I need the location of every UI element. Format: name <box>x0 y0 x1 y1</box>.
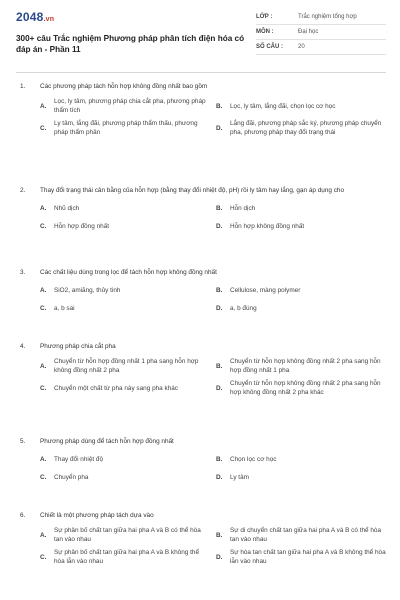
option-b[interactable] <box>216 526 386 544</box>
option-text: a, b đúng <box>230 304 257 312</box>
option-d[interactable] <box>216 470 386 484</box>
option-a[interactable] <box>40 97 210 115</box>
option-letter: A. <box>40 455 47 463</box>
option-text: Lắng đãi, phương pháp sắc ký, phương pháp chuyển pha, phương pháp thay đổi trạng thái <box>230 120 382 136</box>
option-text: Hỗn dịch <box>230 204 256 212</box>
option-text: Sự phân bố chất tan giữa hai pha A và B có thể hòa tan vào nhau <box>54 527 201 543</box>
meta-key: LỚP : <box>256 14 273 20</box>
options-grid <box>40 452 386 484</box>
option-letter: C. <box>40 384 47 392</box>
option-letter: D. <box>216 473 223 481</box>
option-letter: B. <box>216 531 223 539</box>
question-text: Phương pháp dùng để tách hỗn hợp đồng nhất <box>40 438 174 445</box>
meta-key: SỐ CÂU : <box>256 44 283 50</box>
option-c[interactable] <box>40 301 210 315</box>
option-b[interactable] <box>216 97 386 115</box>
meta-value: Đại học <box>298 29 319 35</box>
option-text: Nhũ dịch <box>54 204 80 212</box>
option-a[interactable] <box>40 201 210 215</box>
options-grid <box>40 201 386 233</box>
option-text: Chọn lọc cơ học <box>230 455 277 463</box>
question-1 <box>20 82 386 137</box>
option-letter: A. <box>40 286 47 294</box>
header-divider <box>16 72 386 73</box>
question-number: 2. <box>20 187 26 194</box>
option-letter: D. <box>216 384 223 392</box>
question-number: 5. <box>20 438 26 445</box>
option-text: Lọc, ly tâm, phương pháp chia cắt pha, phương pháp thẩm tích <box>54 98 206 114</box>
option-b[interactable] <box>216 357 386 375</box>
question-2 <box>20 186 386 233</box>
option-letter: C. <box>40 473 47 481</box>
option-letter: B. <box>216 286 223 294</box>
option-c[interactable] <box>40 219 210 233</box>
option-d[interactable] <box>216 548 386 566</box>
option-b[interactable] <box>216 201 386 215</box>
meta-row-subject <box>256 25 386 40</box>
question-number: 4. <box>20 343 26 350</box>
option-c[interactable] <box>40 470 210 484</box>
option-letter: D. <box>216 222 223 230</box>
option-a[interactable] <box>40 357 210 375</box>
option-letter: D. <box>216 553 223 561</box>
option-text: Chuyển từ hỗn hợp không đồng nhất 2 pha sang hỗn hợp đồng nhất 1 pha <box>230 358 381 374</box>
question-header <box>20 268 386 277</box>
option-letter: A. <box>40 531 47 539</box>
question-header <box>20 511 386 520</box>
option-text: Chuyển từ hỗn hợp không đồng nhất 2 pha sang hỗn hợp không đồng nhất 2 pha khác <box>230 380 381 396</box>
logo-suffix: .vn <box>43 16 55 23</box>
option-c[interactable] <box>40 548 210 566</box>
option-text: Ly tâm, lắng đãi, phương pháp thẩm thấu, phương pháp thẩm phân <box>54 120 198 136</box>
option-text: Sự hòa tan chất tan giữa hai pha A và B không thể hòa lẫn vào nhau <box>230 549 386 565</box>
question-text: Phương pháp chia cắt pha <box>40 343 116 350</box>
option-letter: A. <box>40 102 47 110</box>
option-text: Chuyển một chất từ pha này sang pha khác <box>54 384 179 392</box>
logo-text: 2048 <box>16 10 44 24</box>
option-letter: C. <box>40 124 47 132</box>
option-d[interactable] <box>216 219 386 233</box>
question-4 <box>20 342 386 397</box>
question-number: 3. <box>20 269 26 276</box>
question-header <box>20 437 386 446</box>
option-a[interactable] <box>40 452 210 466</box>
document-title: 300+ câu Trắc nghiệm Phương pháp phân tích điện hóa có đáp án - Phần 11 <box>16 34 245 54</box>
option-text: a, b sai <box>54 304 75 312</box>
option-b[interactable] <box>216 283 386 297</box>
option-b[interactable] <box>216 452 386 466</box>
option-text: Sự di chuyển chất tan giữa hai pha A và B có thể hòa tan vào nhau <box>230 527 382 543</box>
option-text: Sự phân bố chất tan giữa hai pha A và B không thể hòa lẫn vào nhau <box>54 549 199 565</box>
meta-value: 20 <box>298 44 305 50</box>
question-header <box>20 342 386 351</box>
option-text: Ly tâm <box>230 473 249 481</box>
option-a[interactable] <box>40 283 210 297</box>
question-text: Các phương pháp tách hỗn hợp không đồng nhất bao gồm <box>40 83 208 90</box>
option-letter: B. <box>216 362 223 370</box>
question-number: 1. <box>20 83 26 90</box>
option-text: Chuyển pha <box>54 473 89 481</box>
meta-key: MÔN : <box>256 29 274 35</box>
option-letter: A. <box>40 362 47 370</box>
meta-table <box>256 10 386 55</box>
option-letter: B. <box>216 204 223 212</box>
option-letter: C. <box>40 222 47 230</box>
brand-column <box>16 10 251 72</box>
question-6 <box>20 511 386 566</box>
question-number: 6. <box>20 512 26 519</box>
question-text: Các chất liệu dùng trong lọc để tách hỗn hợp không đồng nhất <box>40 269 217 276</box>
meta-row-count <box>256 40 386 55</box>
option-d[interactable] <box>216 379 386 397</box>
option-d[interactable] <box>216 119 386 137</box>
option-letter: B. <box>216 102 223 110</box>
option-c[interactable] <box>40 379 210 397</box>
question-3 <box>20 268 386 315</box>
option-letter: C. <box>40 304 47 312</box>
option-text: Cellulose, màng polymer <box>230 286 301 294</box>
option-letter: D. <box>216 124 223 132</box>
option-a[interactable] <box>40 526 210 544</box>
option-text: Hỗn hợp không đồng nhất <box>230 222 305 230</box>
option-text: Lọc, ly tâm, lắng đãi, chọn lọc cơ học <box>230 102 336 110</box>
options-grid <box>40 283 386 315</box>
option-text: Hỗn hợp đồng nhất <box>54 222 110 230</box>
option-text: Thay đổi nhiệt độ <box>54 455 104 463</box>
meta-row-class <box>256 10 386 25</box>
option-letter: B. <box>216 455 223 463</box>
question-header <box>20 82 386 91</box>
question-text: Thay đổi trạng thái cân bằng của hỗn hợp (bằng thay đổi nhiệt độ, pH) rồi ly tâm hay lắng, gạn áp dụng cho <box>40 187 345 194</box>
options-grid <box>40 97 386 137</box>
options-grid <box>40 526 386 566</box>
question-text: Chiết là một phương pháp tách dựa vào <box>40 512 154 519</box>
site-logo[interactable] <box>16 10 251 24</box>
option-d[interactable] <box>216 301 386 315</box>
option-text: SiO2, amiăng, thủy tinh <box>54 286 121 294</box>
options-grid <box>40 357 386 397</box>
option-letter: D. <box>216 304 223 312</box>
option-letter: C. <box>40 553 47 561</box>
option-letter: A. <box>40 204 47 212</box>
option-text: Chuyển từ hỗn hợp đồng nhất 1 pha sang hỗn hợp không đồng nhất 2 pha <box>54 358 199 374</box>
document-header <box>16 10 386 72</box>
option-c[interactable] <box>40 119 210 137</box>
question-header <box>20 186 386 195</box>
meta-value: Trắc nghiệm tổng hợp <box>298 14 357 20</box>
question-5 <box>20 437 386 484</box>
